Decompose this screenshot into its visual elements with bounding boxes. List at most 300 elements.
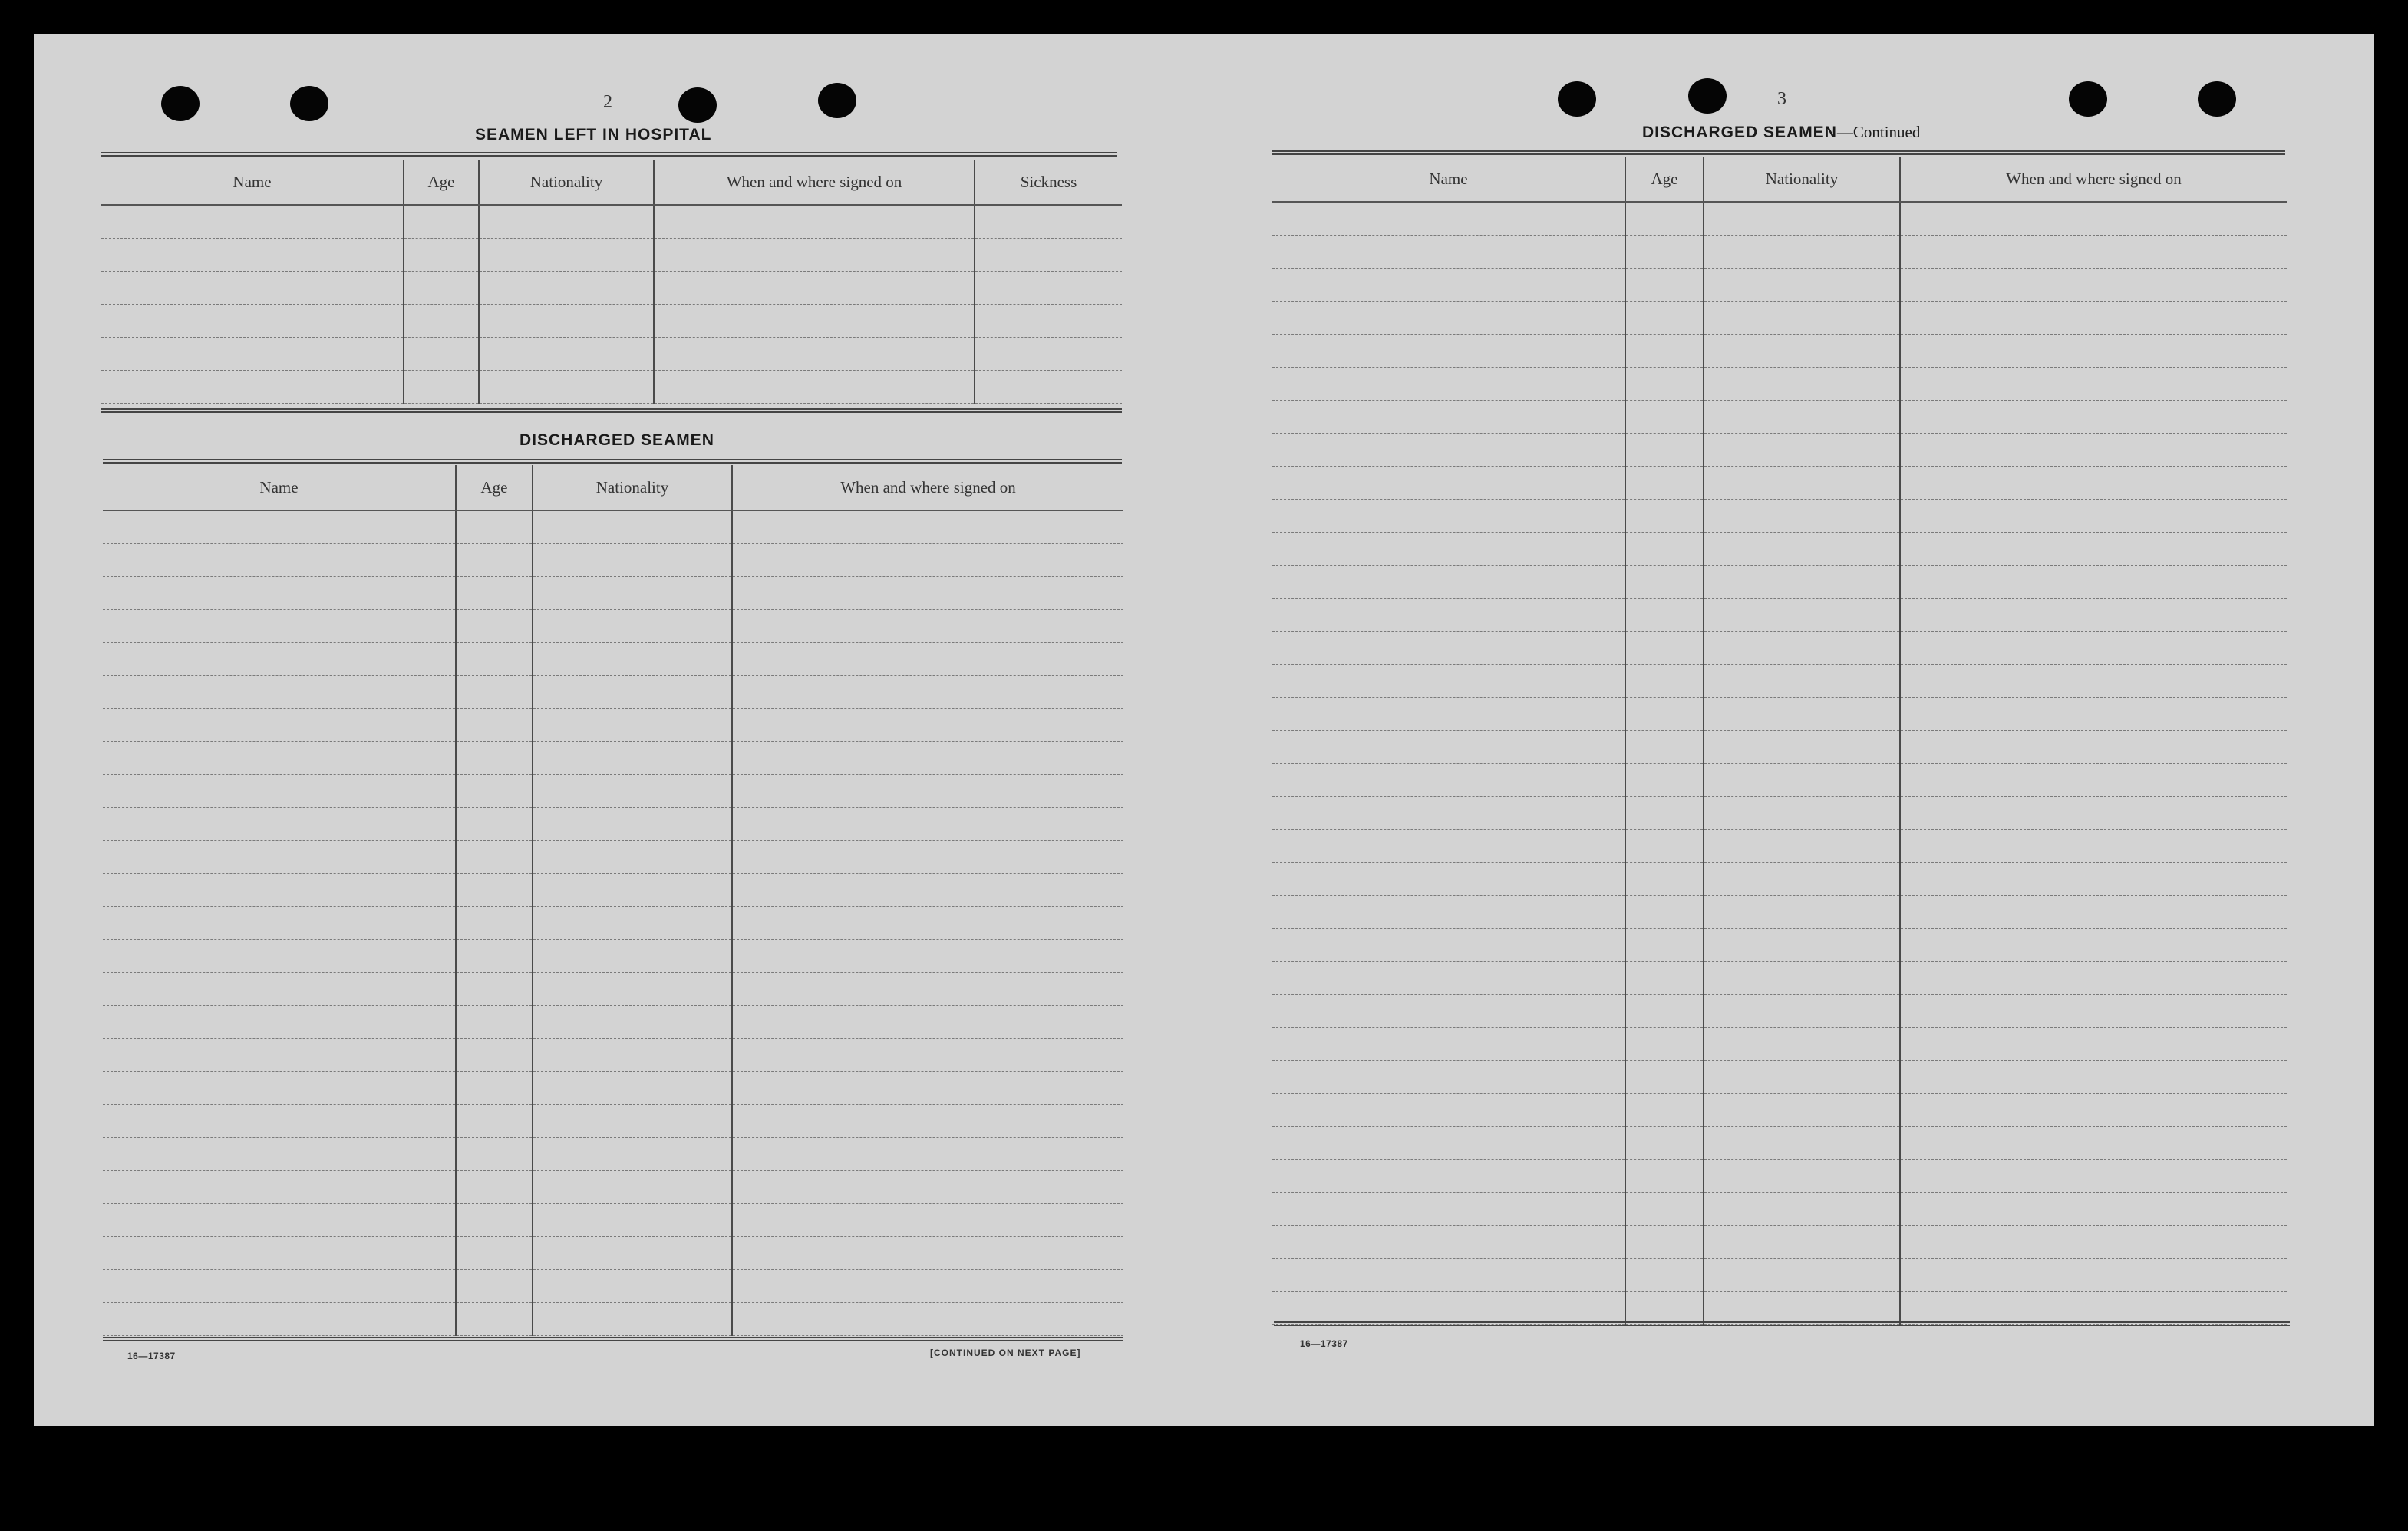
table-cell (101, 205, 404, 239)
table-cell (1272, 1028, 1625, 1061)
table-cell (103, 1270, 456, 1303)
table-row (1272, 269, 2287, 302)
table-cell (456, 775, 533, 808)
table-cell (103, 742, 456, 775)
table-row (103, 1039, 1123, 1072)
table-cell (1272, 731, 1625, 764)
table-cell (456, 874, 533, 907)
table-cell (103, 775, 456, 808)
table-cell (1900, 1094, 2287, 1127)
table-cell (1900, 797, 2287, 830)
table-cell (533, 1105, 732, 1138)
table-cell (533, 1237, 732, 1270)
table-cell (732, 643, 1123, 676)
table-cell (654, 272, 975, 305)
hospital-top-rule (101, 152, 1117, 157)
table-row (103, 742, 1123, 775)
table-cell (1272, 335, 1625, 368)
table-row (101, 205, 1122, 239)
table-cell (456, 1171, 533, 1204)
table-row (1272, 995, 2287, 1028)
table-cell (1900, 335, 2287, 368)
table-cell (103, 1138, 456, 1171)
table-cell (732, 1204, 1123, 1237)
table-cell (533, 1138, 732, 1171)
table-cell (1900, 302, 2287, 335)
table-cell (1625, 1259, 1704, 1292)
table-cell (103, 643, 456, 676)
table-cell (1900, 1160, 2287, 1193)
table-row (103, 907, 1123, 940)
table-cell (103, 1171, 456, 1204)
table-cell (456, 1006, 533, 1039)
table-cell (456, 1039, 533, 1072)
table-cell (1900, 500, 2287, 533)
table-cell (533, 907, 732, 940)
table-cell (732, 676, 1123, 709)
table-cell (1900, 731, 2287, 764)
left-page (34, 34, 1185, 1426)
table-cell (654, 205, 975, 239)
table-cell (1704, 1292, 1900, 1325)
table-cell (1625, 863, 1704, 896)
table-cell (732, 940, 1123, 973)
column-header-name: Name (1272, 157, 1625, 202)
table-cell (1704, 1094, 1900, 1127)
table-cell (404, 239, 479, 272)
table-cell (975, 371, 1122, 404)
table-row (103, 808, 1123, 841)
table-cell (975, 205, 1122, 239)
table-cell (1900, 1061, 2287, 1094)
table-cell (732, 973, 1123, 1006)
table-cell (732, 1237, 1123, 1270)
table-cell (103, 544, 456, 577)
table-cell (103, 510, 456, 544)
table-cell (456, 742, 533, 775)
table-cell (1704, 764, 1900, 797)
table-cell (1625, 1292, 1704, 1325)
table-row (1272, 1193, 2287, 1226)
table-cell (1900, 995, 2287, 1028)
form-code: 16—17387 (127, 1351, 176, 1361)
table-cell (1704, 1193, 1900, 1226)
column-header-when-and-where-signed-on: When and where signed on (732, 465, 1123, 510)
column-header-age: Age (404, 160, 479, 205)
table-cell (1900, 1028, 2287, 1061)
table-cell (479, 371, 654, 404)
table-cell (1625, 566, 1704, 599)
table-cell (1900, 533, 2287, 566)
table-row (1272, 566, 2287, 599)
table-cell (1272, 698, 1625, 731)
table-row (103, 709, 1123, 742)
table-cell (1625, 1226, 1704, 1259)
table-row (1272, 533, 2287, 566)
table-cell (456, 643, 533, 676)
table-cell (1272, 896, 1625, 929)
table-cell (456, 544, 533, 577)
table-cell (732, 610, 1123, 643)
table-cell (456, 510, 533, 544)
table-cell (1900, 467, 2287, 500)
table-cell (1900, 1259, 2287, 1292)
column-header-sickness: Sickness (975, 160, 1122, 205)
table-cell (533, 676, 732, 709)
table-row (1272, 202, 2287, 236)
table-cell (1272, 566, 1625, 599)
table-cell (1272, 962, 1625, 995)
table-row (101, 338, 1122, 371)
table-cell (456, 577, 533, 610)
table-cell (1625, 500, 1704, 533)
table-cell (1625, 1028, 1704, 1061)
table-row (103, 1072, 1123, 1105)
table-row (103, 510, 1123, 544)
table-row (103, 1303, 1123, 1336)
table-row (101, 305, 1122, 338)
table-row (1272, 731, 2287, 764)
table-cell (101, 239, 404, 272)
table-cell (1900, 1226, 2287, 1259)
table-cell (1625, 995, 1704, 1028)
table-row (101, 371, 1122, 404)
column-header-when-and-where-signed-on: When and where signed on (1900, 157, 2287, 202)
table-cell (975, 338, 1122, 371)
table-cell (732, 510, 1123, 544)
table-cell (456, 907, 533, 940)
table-cell (533, 1204, 732, 1237)
table-cell (1625, 401, 1704, 434)
table-row (103, 1138, 1123, 1171)
page-number: 3 (1777, 89, 1786, 109)
hospital-table (101, 160, 1122, 404)
table-cell (1704, 929, 1900, 962)
table-cell (533, 1039, 732, 1072)
table-cell (1900, 962, 2287, 995)
table-cell (1900, 929, 2287, 962)
table-cell (1704, 1160, 1900, 1193)
table-cell (732, 1072, 1123, 1105)
table-cell (533, 577, 732, 610)
table-cell (1704, 533, 1900, 566)
table-cell (1272, 1094, 1625, 1127)
table-row (1272, 434, 2287, 467)
table-cell (533, 544, 732, 577)
table-cell (1625, 599, 1704, 632)
table-cell (732, 742, 1123, 775)
table-cell (975, 239, 1122, 272)
table-cell (732, 709, 1123, 742)
table-cell (1272, 830, 1625, 863)
table-cell (654, 305, 975, 338)
right-bottom-rule (1274, 1321, 2290, 1326)
table-cell (732, 874, 1123, 907)
table-row (103, 643, 1123, 676)
column-header-age: Age (456, 465, 533, 510)
table-cell (533, 742, 732, 775)
column-header-name: Name (101, 160, 404, 205)
discharged-top-rule (103, 459, 1122, 464)
table-cell (732, 1270, 1123, 1303)
column-header-when-and-where-signed-on: When and where signed on (654, 160, 975, 205)
table-cell (456, 1204, 533, 1237)
table-cell (732, 1303, 1123, 1336)
table-cell (1704, 202, 1900, 236)
table-cell (1272, 269, 1625, 302)
table-cell (103, 1237, 456, 1270)
table-cell (1625, 698, 1704, 731)
table-cell (1272, 533, 1625, 566)
table-cell (1704, 797, 1900, 830)
table-row (103, 610, 1123, 643)
table-cell (1272, 401, 1625, 434)
table-cell (101, 272, 404, 305)
page-number: 2 (603, 92, 612, 112)
table-cell (1272, 599, 1625, 632)
table-cell (1704, 236, 1900, 269)
table-row (1272, 467, 2287, 500)
discharged-bottom-rule (103, 1337, 1123, 1341)
table-cell (1625, 665, 1704, 698)
table-cell (1625, 202, 1704, 236)
table-row (1272, 896, 2287, 929)
table-cell (732, 841, 1123, 874)
table-cell (1900, 202, 2287, 236)
table-row (1272, 830, 2287, 863)
table-cell (1625, 269, 1704, 302)
table-cell (1704, 731, 1900, 764)
table-row (101, 239, 1122, 272)
table-row (1272, 1259, 2287, 1292)
table-cell (1625, 1094, 1704, 1127)
table-cell (533, 973, 732, 1006)
table-cell (1704, 401, 1900, 434)
table-row (1272, 599, 2287, 632)
table-cell (479, 338, 654, 371)
table-cell (533, 1072, 732, 1105)
table-cell (1272, 1292, 1625, 1325)
table-cell (1272, 1160, 1625, 1193)
table-cell (1272, 236, 1625, 269)
table-cell (103, 610, 456, 643)
table-cell (1704, 1226, 1900, 1259)
table-cell (732, 1039, 1123, 1072)
table-cell (1900, 698, 2287, 731)
continued-suffix: —Continued (1836, 123, 1921, 141)
table-row (103, 1237, 1123, 1270)
table-cell (1625, 368, 1704, 401)
table-row (103, 577, 1123, 610)
table-cell (533, 643, 732, 676)
table-cell (101, 305, 404, 338)
table-cell (103, 907, 456, 940)
table-cell (732, 808, 1123, 841)
table-cell (479, 239, 654, 272)
table-cell (456, 808, 533, 841)
table-cell (404, 371, 479, 404)
table-cell (1900, 599, 2287, 632)
table-cell (1704, 335, 1900, 368)
table-cell (456, 709, 533, 742)
table-cell (1900, 665, 2287, 698)
table-cell (654, 371, 975, 404)
table-cell (1704, 467, 1900, 500)
table-cell (103, 577, 456, 610)
table-cell (1704, 962, 1900, 995)
table-cell (103, 1204, 456, 1237)
hospital-section-title: SEAMEN LEFT IN HOSPITAL (475, 126, 712, 144)
table-cell (1625, 1160, 1704, 1193)
table-row (103, 676, 1123, 709)
table-cell (103, 1006, 456, 1039)
table-row (1272, 302, 2287, 335)
table-cell (479, 205, 654, 239)
discharged-continued-title (1642, 123, 1920, 142)
table-cell (103, 808, 456, 841)
table-cell (103, 676, 456, 709)
table-cell (456, 1303, 533, 1336)
table-row (1272, 368, 2287, 401)
table-cell (533, 841, 732, 874)
table-row (1272, 1292, 2287, 1325)
table-cell (1900, 566, 2287, 599)
table-cell (1900, 764, 2287, 797)
table-row (103, 1171, 1123, 1204)
table-cell (1704, 1127, 1900, 1160)
column-header-nationality: Nationality (479, 160, 654, 205)
table-row (103, 1204, 1123, 1237)
table-row (1272, 335, 2287, 368)
table-cell (1625, 236, 1704, 269)
table-cell (103, 973, 456, 1006)
table-cell (1625, 335, 1704, 368)
table-row (103, 775, 1123, 808)
discharged-continued-title-text: DISCHARGED SEAMEN (1642, 124, 1837, 141)
table-cell (1704, 1061, 1900, 1094)
table-cell (1625, 962, 1704, 995)
table-cell (1704, 1259, 1900, 1292)
table-cell (1272, 368, 1625, 401)
table-cell (404, 272, 479, 305)
table-cell (1900, 269, 2287, 302)
discharged-table (103, 465, 1123, 1336)
table-row (1272, 665, 2287, 698)
table-row (103, 841, 1123, 874)
table-row (1272, 1028, 2287, 1061)
table-cell (732, 1138, 1123, 1171)
table-cell (103, 1072, 456, 1105)
table-cell (1900, 1127, 2287, 1160)
table-row (1272, 632, 2287, 665)
table-cell (1704, 896, 1900, 929)
table-cell (1704, 368, 1900, 401)
table-cell (533, 940, 732, 973)
table-row (103, 544, 1123, 577)
table-cell (456, 1138, 533, 1171)
table-cell (1900, 896, 2287, 929)
table-cell (1900, 863, 2287, 896)
table-cell (1272, 467, 1625, 500)
column-header-nationality: Nationality (533, 465, 732, 510)
table-cell (103, 841, 456, 874)
table-cell (479, 272, 654, 305)
table-row (1272, 698, 2287, 731)
table-cell (103, 1303, 456, 1336)
table-cell (1704, 269, 1900, 302)
table-cell (456, 1270, 533, 1303)
ledger-sheet (34, 34, 2374, 1426)
table-cell (732, 907, 1123, 940)
table-cell (101, 338, 404, 371)
table-cell (1704, 599, 1900, 632)
table-cell (533, 874, 732, 907)
table-cell (1625, 467, 1704, 500)
table-cell (101, 371, 404, 404)
table-cell (1272, 500, 1625, 533)
table-cell (103, 1039, 456, 1072)
form-code: 16—17387 (1300, 1338, 1348, 1349)
table-cell (1704, 500, 1900, 533)
table-cell (1625, 731, 1704, 764)
table-row (1272, 500, 2287, 533)
table-cell (533, 1270, 732, 1303)
table-cell (1272, 632, 1625, 665)
right-page (1200, 34, 2374, 1426)
table-cell (1272, 202, 1625, 236)
table-cell (533, 510, 732, 544)
column-header-name: Name (103, 465, 456, 510)
table-cell (1900, 1292, 2287, 1325)
hospital-bottom-rule (101, 408, 1122, 413)
table-cell (732, 775, 1123, 808)
table-cell (103, 709, 456, 742)
table-cell (1704, 1028, 1900, 1061)
table-cell (654, 239, 975, 272)
table-row (1272, 962, 2287, 995)
table-cell (533, 808, 732, 841)
table-cell (1272, 302, 1625, 335)
table-cell (404, 205, 479, 239)
column-header-nationality: Nationality (1704, 157, 1900, 202)
table-cell (1900, 236, 2287, 269)
table-cell (1272, 1127, 1625, 1160)
table-cell (732, 544, 1123, 577)
table-cell (1625, 929, 1704, 962)
table-row (1272, 764, 2287, 797)
continued-note: [CONTINUED ON NEXT PAGE] (930, 1348, 1081, 1358)
table-cell (1625, 632, 1704, 665)
table-cell (1625, 1061, 1704, 1094)
table-cell (1900, 401, 2287, 434)
table-cell (456, 841, 533, 874)
table-cell (533, 1303, 732, 1336)
discharged-continued-table (1272, 157, 2287, 1325)
table-cell (1704, 698, 1900, 731)
table-cell (1900, 632, 2287, 665)
table-cell (1900, 830, 2287, 863)
table-cell (1704, 302, 1900, 335)
right-top-rule (1272, 150, 2285, 155)
table-cell (1272, 1193, 1625, 1226)
table-cell (1625, 830, 1704, 863)
table-cell (1272, 434, 1625, 467)
table-cell (1625, 533, 1704, 566)
table-row (1272, 797, 2287, 830)
table-cell (103, 1105, 456, 1138)
table-cell (479, 305, 654, 338)
table-cell (1900, 1193, 2287, 1226)
